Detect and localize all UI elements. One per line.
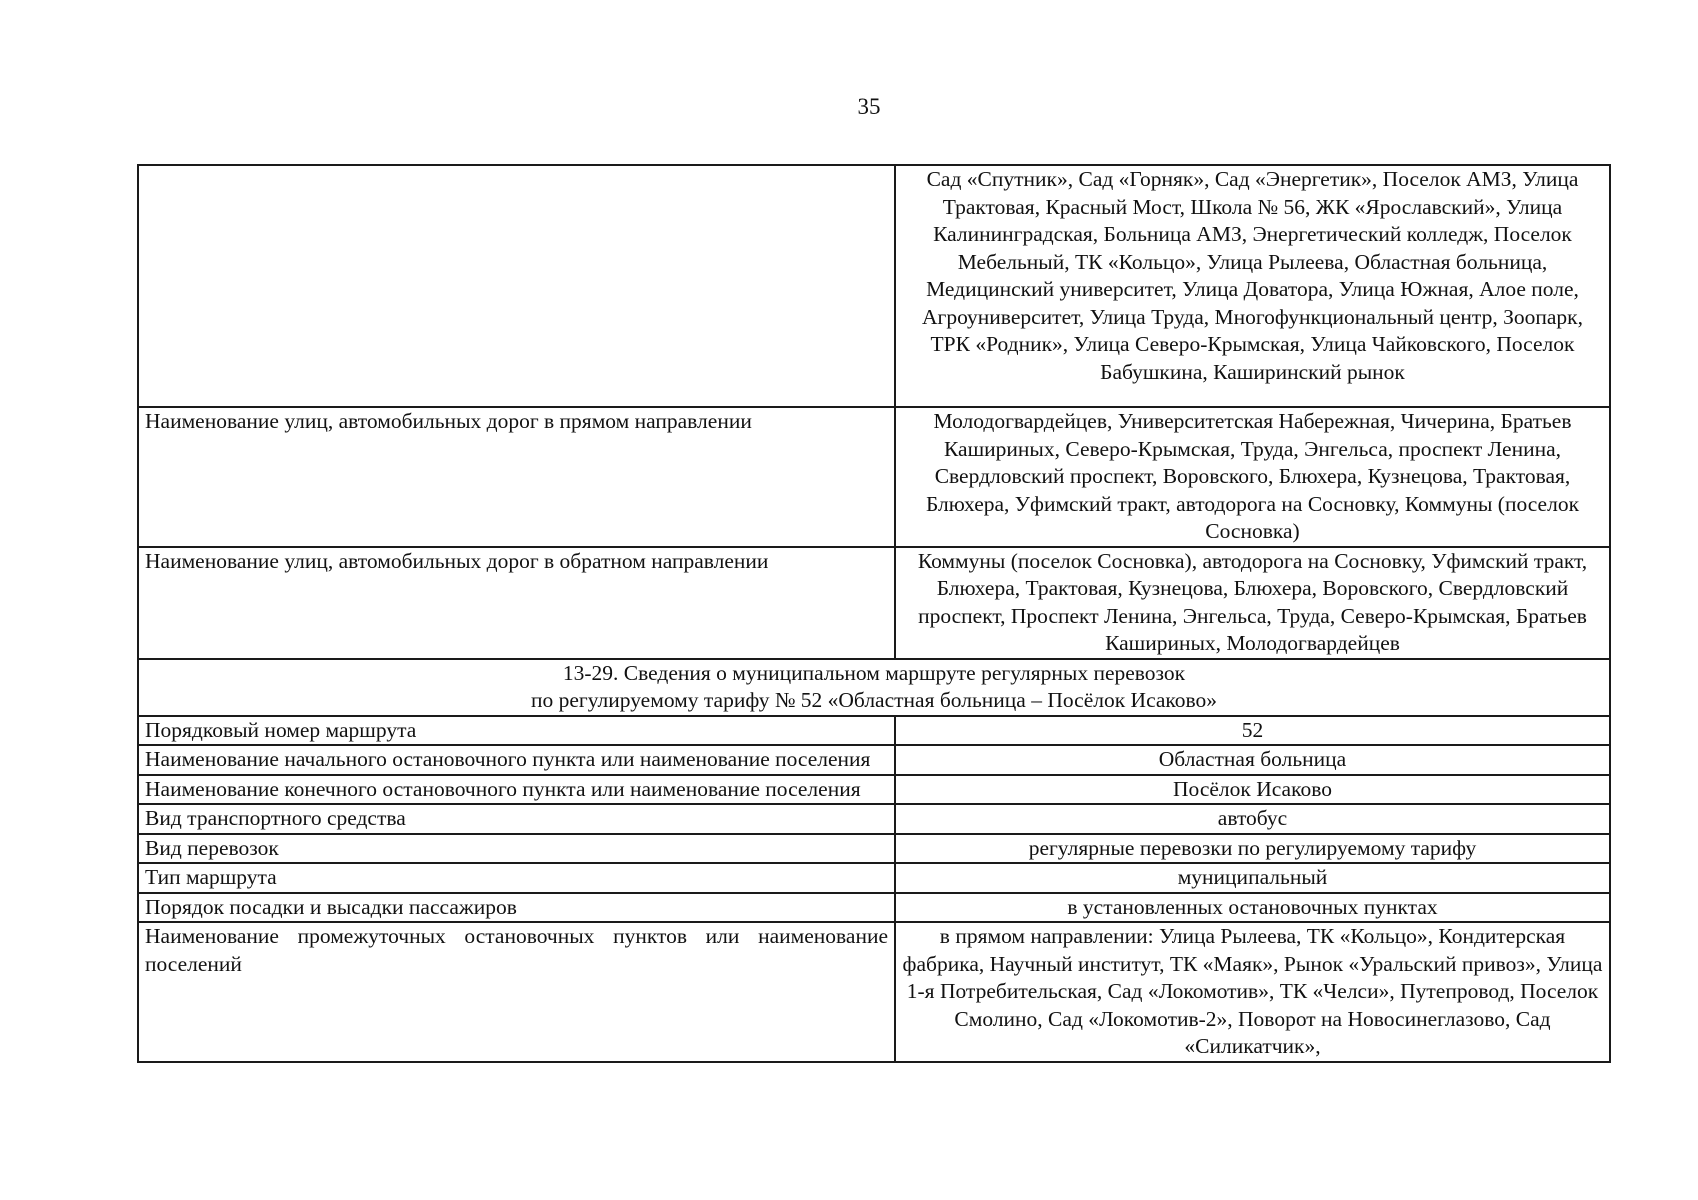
row-value: 52 — [895, 716, 1610, 746]
section-title — [138, 659, 1610, 716]
table-row — [138, 834, 1610, 864]
row-label: Наименование улиц, автомобильных дорог в прямом направлении — [138, 407, 895, 547]
row-label: Порядок посадки и высадки пассажиров — [138, 893, 895, 923]
table-row — [138, 407, 1610, 547]
row-value: автобус — [895, 804, 1610, 834]
row-label: Вид перевозок — [138, 834, 895, 864]
row-value: Молодогвардейцев, Университетская Набережная, Чичерина, Братьев Кашириных, Северо-Крымская, Труда, Энгельса, проспект Ленина, Свердловский проспект, Воровского, Блюхера, Кузнецова, Трактовая, Блюхера, Уфимский тракт, автодорога на Сосновку, Коммуны (поселок Сосновка) — [895, 407, 1610, 547]
section-header-row — [138, 659, 1610, 716]
row-value: муниципальный — [895, 863, 1610, 893]
table-row — [138, 804, 1610, 834]
row-value: в установленных остановочных пунктах — [895, 893, 1610, 923]
row-value: Областная больница — [895, 745, 1610, 775]
table-row — [138, 775, 1610, 805]
row-label: Порядковый номер маршрута — [138, 716, 895, 746]
section-title-line-2: по регулируемому тарифу № 52 «Областная больница – Посёлок Исаково» — [530, 688, 1218, 712]
row-value: в прямом направлении: Улица Рылеева, ТК «Кольцо», Кондитерская фабрика, Научный институт, ТК «Маяк», Рынок «Уральский привоз», Улица 1-я Потребительская, Сад «Локомотив», ТК «Челси», Путепровод, Поселок Смолино, Сад «Локомотив-2», Поворот на Новосинеглазово, Сад «Силикатчик», — [895, 922, 1610, 1062]
route-info-table — [137, 164, 1611, 1063]
table-row — [138, 893, 1610, 923]
table-row — [138, 165, 1610, 407]
row-label: Тип маршрута — [138, 863, 895, 893]
table-row — [138, 863, 1610, 893]
row-label: Наименование конечного остановочного пункта или наименование поселения — [138, 775, 895, 805]
table-row — [138, 716, 1610, 746]
intermediate-stops-continuation: Сад «Спутник», Сад «Горняк», Сад «Энергетик», Поселок АМЗ, Улица Трактовая, Красный Мост, Школа № 56, ЖК «Ярославский», Улица Калининградская, Больница АМЗ, Энергетический колледж, Поселок Мебельный, ТК «Кольцо», Улица Рылеева, Областная больница, Медицинский университет, Улица Доватора, Улица Южная, Алое поле, Агроуниверситет, Улица Труда, Многофункциональный центр, Зоопарк, ТРК «Родник», Улица Северо-Крымская, Улица Чайковского, Поселок Бабушкина, Каширинский рынок — [895, 165, 1610, 407]
row-label: Наименование начального остановочного пункта или наименование поселения — [138, 745, 895, 775]
row-value: регулярные перевозки по регулируемому тарифу — [895, 834, 1610, 864]
table-row — [138, 745, 1610, 775]
row-label: Вид транспортного средства — [138, 804, 895, 834]
row-label: Наименование промежуточных остановочных пунктов или наименование поселений — [138, 922, 895, 1062]
row-value: Коммуны (поселок Сосновка), автодорога на Сосновку, Уфимский тракт, Блюхера, Трактовая, Кузнецова, Блюхера, Воровского, Свердловский проспект, Проспект Ленина, Энгельса, Труда, Северо-Крымская, Братьев Кашириных, Молодогвардейцев — [895, 547, 1610, 659]
row-label: Наименование улиц, автомобильных дорог в обратном направлении — [138, 547, 895, 659]
empty-label-cell — [138, 165, 895, 407]
row-value: Посёлок Исаково — [895, 775, 1610, 805]
table-row — [138, 922, 1610, 1062]
table-row — [138, 547, 1610, 659]
page-number: 35 — [857, 94, 881, 119]
section-title-line-1: 13-29. Сведения о муниципальном маршруте регулярных перевозок — [562, 660, 1186, 685]
